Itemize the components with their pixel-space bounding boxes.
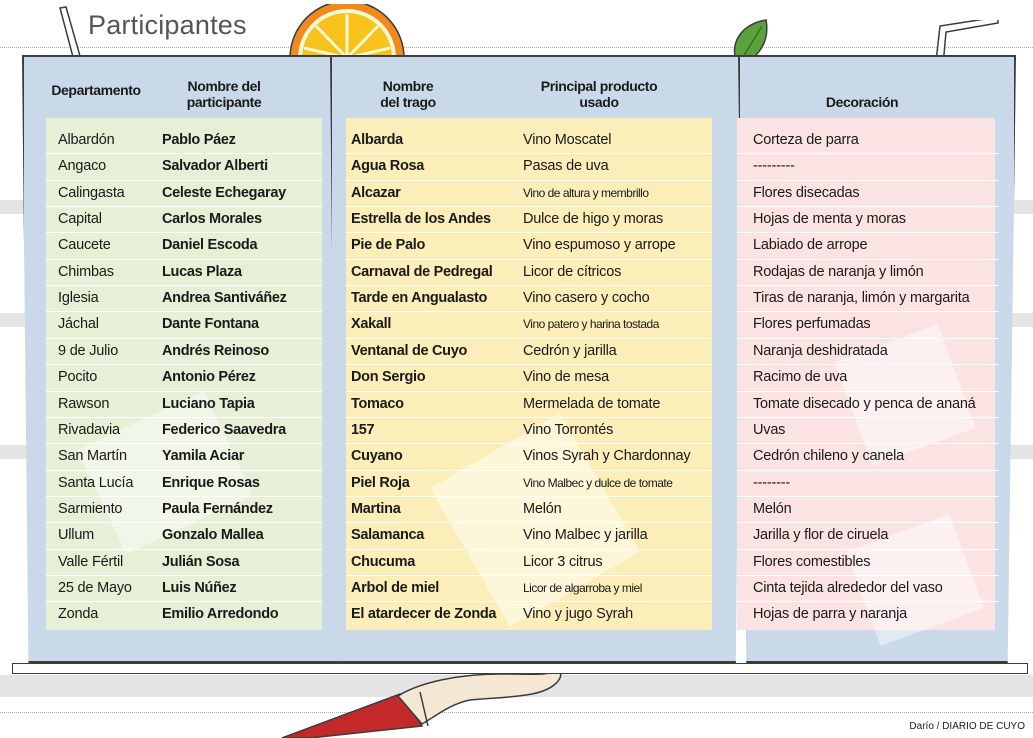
cell-trago: Estrella de los Andes — [351, 211, 491, 228]
cell-participante: Salvador Alberti — [162, 158, 268, 175]
cell-decoracion: Naranja deshidratada — [753, 342, 888, 359]
cell-trago: Alcazar — [351, 184, 401, 201]
cell-participante: Luciano Tapia — [162, 395, 255, 412]
cell-trago: Tarde en Angualasto — [351, 290, 488, 307]
cell-decoracion: --------- — [753, 158, 795, 175]
cell-producto: Vino de altura y membrillo — [523, 185, 649, 200]
cell-decoracion: Tiras de naranja, limón y margarita — [753, 290, 970, 307]
header-participante-line1: Nombre del — [187, 78, 261, 94]
serving-tray — [12, 663, 1028, 674]
header-decoracion: Decoración — [825, 94, 899, 110]
cell-participante: Federico Saavedra — [162, 421, 286, 438]
cell-trago: Cuyano — [351, 448, 403, 465]
header-participante — [162, 78, 286, 110]
cell-producto: Cedrón y jarilla — [523, 342, 617, 359]
cell-departamento: Caucete — [58, 237, 111, 254]
cell-trago: Albarda — [351, 132, 403, 148]
cell-participante: Lucas Plaza — [162, 263, 242, 280]
cell-trago: Tomaco — [351, 395, 404, 412]
cell-participante: Pablo Páez — [162, 132, 236, 148]
credit-text: Darío / DIARIO DE CUYO — [909, 721, 1025, 732]
cell-decoracion: Rodajas de naranja y limón — [753, 263, 924, 280]
cell-producto: Vinos Syrah y Chardonnay — [523, 448, 691, 465]
cell-producto: Vino Malbec y dulce de tomate — [523, 475, 673, 490]
cell-decoracion: Hojas de parra y naranja — [753, 606, 907, 623]
cell-producto: Vino espumoso y arrope — [523, 237, 676, 254]
cell-decoracion: Cedrón chileno y canela — [753, 448, 904, 465]
cell-departamento: Ullum — [58, 527, 95, 544]
header-producto-line1: Principal producto — [540, 78, 658, 94]
cell-departamento: Santa Lucía — [58, 474, 134, 491]
cell-trago: Carnaval de Pedregal — [351, 263, 493, 280]
cell-participante: Andrés Reinoso — [162, 342, 269, 359]
cell-departamento: Rawson — [58, 395, 110, 412]
cell-participante: Carlos Morales — [162, 211, 262, 228]
cell-departamento: Capital — [58, 211, 102, 228]
cell-trago: Xakall — [351, 316, 392, 333]
cell-participante: Celeste Echegaray — [162, 184, 286, 201]
cell-trago: Chucuma — [351, 553, 415, 570]
cell-participante: Andrea Santiváñez — [162, 290, 287, 307]
cell-producto: Vino Malbec y jarilla — [523, 527, 648, 544]
cell-trago: Don Sergio — [351, 369, 426, 386]
cell-participante: Enrique Rosas — [162, 474, 260, 491]
cell-decoracion: Melón — [753, 500, 792, 517]
cell-participante: Julián Sosa — [162, 553, 240, 570]
cell-trago: Arbol de miel — [351, 579, 439, 596]
cell-trago: Piel Roja — [351, 474, 410, 491]
cell-participante: Paula Fernández — [162, 500, 273, 517]
cell-producto: Mermelada de tomate — [523, 395, 661, 412]
cell-departamento: Chimbas — [58, 263, 114, 280]
cell-producto: Dulce de higo y moras — [523, 211, 664, 228]
cell-trago: El atardecer de Zonda — [351, 606, 497, 623]
header-producto — [518, 78, 680, 110]
cell-producto: Vino de mesa — [523, 369, 610, 386]
cell-decoracion: -------- — [753, 474, 791, 491]
cell-departamento: Rivadavia — [58, 421, 120, 438]
lemon-slice-icon — [286, 4, 408, 60]
cell-producto: Vino y jugo Syrah — [523, 606, 633, 623]
cell-decoracion: Labiado de arrope — [753, 237, 868, 254]
header-trago-line2: del trago — [380, 94, 436, 110]
cell-decoracion: Corteza de parra — [753, 132, 859, 148]
cell-decoracion: Tomate disecado y penca de ananá — [753, 395, 976, 412]
cell-departamento: Calingasta — [58, 184, 125, 201]
cell-decoracion: Flores disecadas — [753, 184, 860, 201]
cell-decoracion: Uvas — [753, 421, 786, 438]
cell-trago: Martina — [351, 500, 401, 517]
cell-decoracion: Flores perfumadas — [753, 316, 871, 333]
cell-departamento: 9 de Julio — [58, 342, 119, 359]
cell-producto: Licor de algarroba y miel — [523, 580, 642, 595]
cell-participante: Antonio Pérez — [162, 369, 256, 386]
cell-departamento: San Martín — [58, 448, 127, 465]
cell-decoracion: Flores comestibles — [753, 553, 871, 570]
cell-producto: Pasas de uva — [523, 158, 609, 175]
page-title: Participantes — [88, 10, 247, 40]
cell-departamento: Angaco — [58, 158, 106, 175]
cell-trago: Salamanca — [351, 527, 425, 544]
cell-decoracion: Jarilla y flor de ciruela — [753, 527, 889, 544]
cell-departamento: 25 de Mayo — [58, 579, 132, 596]
cell-participante: Yamila Aciar — [162, 448, 245, 465]
header-departamento: Departamento — [51, 82, 141, 98]
cell-participante: Dante Fontana — [162, 316, 259, 333]
cell-trago: 157 — [351, 421, 375, 438]
cell-departamento: Iglesia — [58, 290, 99, 307]
cell-producto: Melón — [523, 500, 562, 517]
cell-participante: Gonzalo Mallea — [162, 527, 264, 544]
cell-departamento: Albardón — [58, 132, 115, 148]
cell-departamento: Jáchal — [58, 316, 99, 333]
header-trago — [356, 78, 460, 110]
cell-trago: Agua Rosa — [351, 158, 425, 175]
cell-decoracion: Hojas de menta y moras — [753, 211, 906, 228]
cell-participante: Daniel Escoda — [162, 237, 258, 254]
cell-departamento: Pocito — [58, 369, 98, 386]
header-producto-line2: usado — [579, 94, 619, 110]
cell-departamento: Valle Fértil — [58, 553, 124, 570]
cell-decoracion: Racimo de uva — [753, 369, 848, 386]
cell-producto: Vino casero y cocho — [523, 290, 650, 307]
cell-producto: Vino patero y harina tostada — [523, 317, 659, 332]
hand-tray-icon — [270, 668, 570, 738]
cell-producto: Vino Torrontés — [523, 421, 614, 438]
cell-departamento: Zonda — [58, 606, 99, 623]
cell-producto: Vino Moscatel — [523, 132, 612, 148]
straw-icon — [58, 6, 82, 58]
cell-decoracion: Cinta tejida alrededor del vaso — [753, 579, 943, 596]
cell-producto: Licor 3 citrus — [523, 553, 603, 570]
cell-trago: Ventanal de Cuyo — [351, 342, 468, 359]
cell-participante: Luis Núñez — [162, 579, 237, 596]
cell-producto: Licor de cítricos — [523, 263, 622, 280]
cell-trago: Pie de Palo — [351, 237, 426, 254]
header-trago-line1: Nombre — [382, 78, 434, 94]
header-participante-line2: participante — [186, 94, 262, 110]
cell-participante: Emilio Arredondo — [162, 606, 279, 623]
background-line — [0, 47, 1033, 48]
cell-departamento: Sarmiento — [58, 500, 123, 517]
